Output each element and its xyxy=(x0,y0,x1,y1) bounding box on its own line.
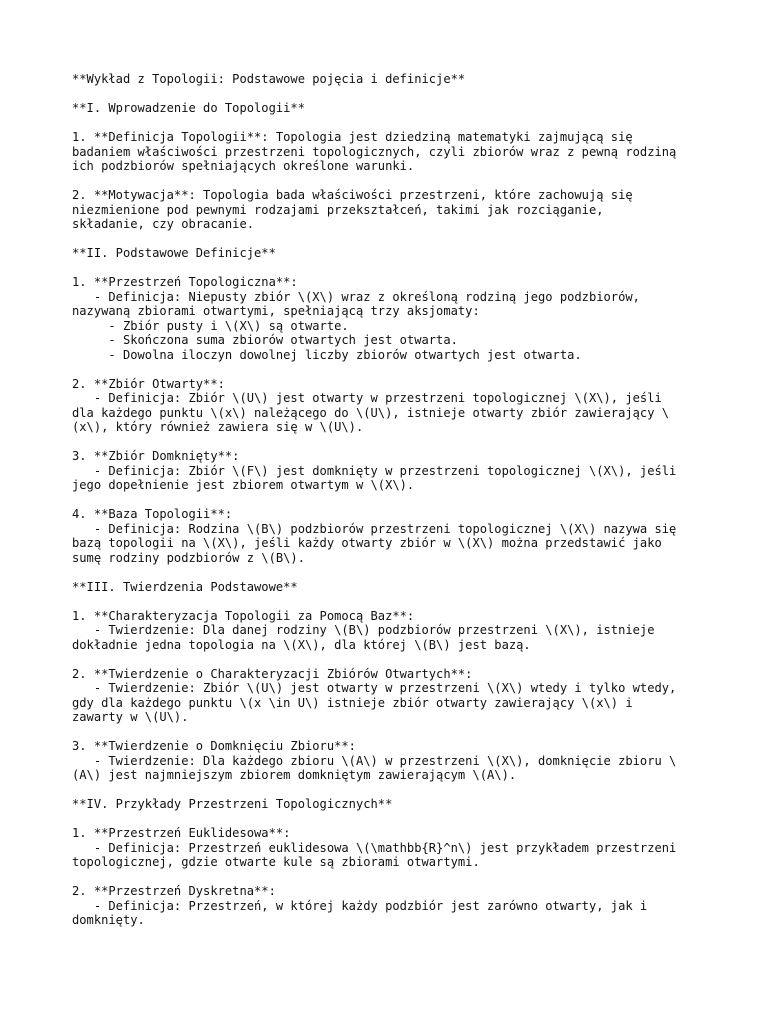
text-line: (A\) jest najmniejszym zbiorem domkniętym zawierającym \(A\). xyxy=(72,768,517,782)
text-line: 3. **Twierdzenie o Domknięciu Zbioru**: xyxy=(72,739,356,753)
text-line: - Skończona suma zbiorów otwartych jest otwarta. xyxy=(72,333,458,347)
text-line: **Wykład z Topologii: Podstawowe pojęcia i definicje** xyxy=(72,72,466,86)
blank-line xyxy=(72,87,702,102)
text-line: zawarty w \(U\). xyxy=(72,710,189,724)
blank-line xyxy=(72,783,702,798)
text-line: gdy dla każdego punktu \(x \in U\) istnieje zbiór otwarty zawierający \(x\) i xyxy=(72,695,633,710)
text-line: 2. **Twierdzenie o Charakteryzacji Zbiórów Otwartych**: xyxy=(72,666,473,681)
text-line: domknięty. xyxy=(72,913,145,927)
text-line: (x\), który również zawiera się w \(U\). xyxy=(72,420,364,434)
text-line: 1. **Definicja Topologii**: Topologia jest dziedziną matematyki zajmującą się xyxy=(72,130,633,144)
text-line: 1. **Charakteryzacja Topologii za Pomocą Baz**: xyxy=(72,608,415,623)
text-line: niezmienione pod pewnymi rodzajami przekształceń, takimi jak rozciąganie, xyxy=(72,202,604,217)
text-line: sumę rodziny podzbiorów z \(B\). xyxy=(72,550,305,565)
text-line: 2. **Przestrzeń Dyskretna**: xyxy=(72,884,276,898)
text-line: topologicznej, gdzie otwarte kule są zbiorami otwartymi. xyxy=(72,855,480,869)
text-line: jego dopełnienie jest zbiorem otwartym w \(X\). xyxy=(72,478,415,492)
text-line: 1. **Przestrzeń Topologiczna**: xyxy=(72,275,298,289)
blank-line xyxy=(72,232,702,247)
blank-line xyxy=(72,116,702,131)
blank-line xyxy=(72,870,702,885)
blank-line xyxy=(72,594,702,609)
text-line: - Definicja: Przestrzeń euklidesowa \(\mathbb{R}^n\) jest przykładem przestrzeni xyxy=(72,840,677,855)
text-line: - Twierdzenie: Zbiór \(U\) jest otwarty w przestrzeni \(X\) wtedy i tylko wtedy, xyxy=(72,681,677,695)
text-line: - Definicja: Rodzina \(B\) podzbiorów przestrzeni topologicznej \(X\) nazywa się xyxy=(72,521,677,536)
blank-line xyxy=(72,725,702,740)
text-line: badaniem właściwości przestrzeni topologicznych, czyli zbiorów wraz z pewną rodziną xyxy=(72,144,677,159)
text-line: 4. **Baza Topologii**: xyxy=(72,507,233,521)
blank-line xyxy=(72,362,702,377)
text-line: - Definicja: Niepusty zbiór \(X\) wraz z określoną rodziną jego podzbiorów, xyxy=(72,289,640,304)
text-line: - Twierdzenie: Dla danej rodziny \(B\) podzbiorów przestrzeni \(X\), istnieje xyxy=(72,623,655,637)
text-line: - Definicja: Zbiór \(F\) jest domknięty w przestrzeni topologicznej \(X\), jeśli xyxy=(72,463,677,478)
text-line: - Twierdzenie: Dla każdego zbioru \(A\) w przestrzeni \(X\), domknięcie zbioru \ xyxy=(72,753,677,768)
text-line: 1. **Przestrzeń Euklidesowa**: xyxy=(72,826,291,840)
text-line: - Dowolna iloczyn dowolnej liczby zbiorów otwartych jest otwarta. xyxy=(72,347,582,362)
text-line: **II. Podstawowe Definicje** xyxy=(72,246,276,260)
blank-line xyxy=(72,261,702,276)
document-body xyxy=(72,72,702,928)
text-line: **I. Wprowadzenie do Topologii** xyxy=(72,101,305,115)
text-line: dokładnie jedna topologia na \(X\), dla której \(B\) jest bazą. xyxy=(72,637,531,652)
text-line: składanie, czy obracanie. xyxy=(72,217,255,231)
text-line: 2. **Zbiór Otwarty**: xyxy=(72,376,225,391)
text-line: bazą topologii na \(X\), jeśli każdy otwarty zbiór w \(X\) można przedstawić jako xyxy=(72,536,662,550)
text-line: ich podzbiorów spełniających określone warunki. xyxy=(72,159,415,173)
text-line: - Definicja: Przestrzeń, w której każdy podzbiór jest zarówno otwarty, jak i xyxy=(72,898,648,913)
text-line: 3. **Zbiór Domknięty**: xyxy=(72,449,240,463)
text-line: 2. **Motywacja**: Topologia bada właściwości przestrzeni, które zachowują się xyxy=(72,188,633,202)
blank-line xyxy=(72,174,702,189)
text-line: **IV. Przykłady Przestrzeni Topologicznych** xyxy=(72,797,393,811)
blank-line xyxy=(72,493,702,508)
blank-line xyxy=(72,812,702,827)
text-line: **III. Twierdzenia Podstawowe** xyxy=(72,579,298,594)
blank-line xyxy=(72,565,702,580)
text-line: dla każdego punktu \(x\) należącego do \(U\), istnieje otwarty zbiór zawierający \ xyxy=(72,405,670,420)
text-line: - Zbiór pusty i \(X\) są otwarte. xyxy=(72,318,349,333)
text-line: - Definicja: Zbiór \(U\) jest otwarty w przestrzeni topologicznej \(X\), jeśli xyxy=(72,391,662,405)
blank-line xyxy=(72,652,702,667)
text-line: nazywaną zbiorami otwartymi, spełniającą trzy aksjomaty: xyxy=(72,304,480,318)
blank-line xyxy=(72,435,702,450)
